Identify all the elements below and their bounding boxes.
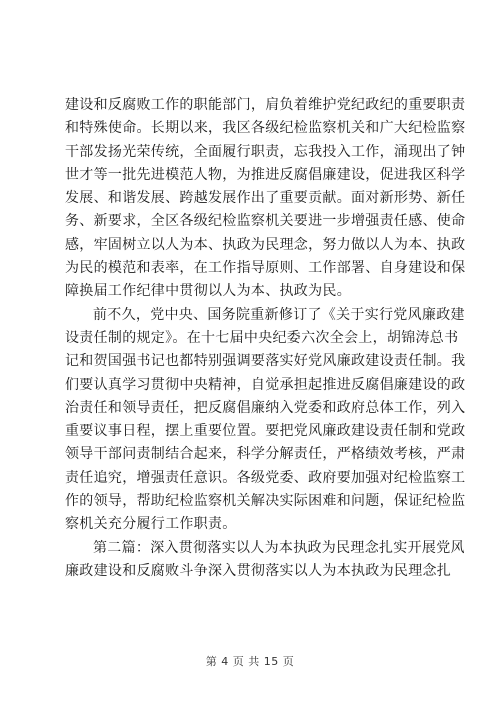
text-line: 们要认真学习贯彻中央精神，自觉承担起推进反腐倡廉建设的政 (65, 376, 466, 393)
text-line: 察机关充分履行工作职责。 (65, 516, 237, 533)
text-line: 发展、和谐发展、跨越发展作出了重要贡献。面对新形势、新任 (65, 190, 466, 207)
page-number-footer: 第 4 页 共 15 页 (205, 655, 295, 668)
text-line: 责任追究，增强责任意识。各级党委、政府要加强对纪检监察工 (65, 469, 466, 486)
text-line: 干部发扬光荣传统，全面履行职责，忘我投入工作，涌现出了钟 (65, 143, 466, 160)
section-heading-line: 第二篇：深入贯彻落实以人为本执政为民理念扎实开展党风 (93, 539, 465, 556)
document-body (65, 94, 466, 583)
text-line: 设责任制的规定》。在十七届中央纪委六次全会上，胡锦涛总书 (65, 329, 459, 346)
text-line: 建设和反腐败工作的职能部门，肩负着维护党纪政纪的重要职责 (65, 97, 466, 113)
text-line: 务、新要求，全区各级纪检监察机关要进一步增强责任感、使命 (65, 213, 466, 230)
text-line: 廉政建设和反腐败斗争深入贯彻落实以人为本执政为民理念扎 (65, 562, 452, 579)
text-line: 重要议事日程，摆上重要位置。要把党风廉政建设责任制和党政 (65, 423, 466, 440)
text-line: 障换届工作纪律中贯彻以人为本、执政为民。 (65, 283, 351, 300)
text-line: 为民的模范和表率，在工作指导原则、工作部署、自身建设和保 (65, 260, 466, 277)
text-line: 作的领导，帮助纪检监察机关解决实际困难和问题，保证纪检监 (65, 493, 466, 510)
text-line: 感，牢固树立以人为本、执政为民理念，努力做以人为本、执政 (65, 236, 466, 253)
paragraph-start-line: 前不久，党中央、国务院重新修订了《关于实行党风廉政建 (93, 306, 465, 323)
text-line: 记和贺国强书记也都特别强调要落实好党风廉政建设责任制。我 (65, 353, 466, 370)
text-line: 和特殊使命。长期以来，我区各级纪检监察机关和广大纪检监察 (65, 120, 466, 137)
text-line: 领导干部问责制结合起来，科学分解责任，严格绩效考核，严肃 (65, 446, 466, 463)
text-line: 世才等一批先进模范人物，为推进反腐倡廉建设，促进我区科学 (65, 166, 466, 183)
text-line: 治责任和领导责任，把反腐倡廉纳入党委和政府总体工作，列入 (65, 399, 466, 416)
